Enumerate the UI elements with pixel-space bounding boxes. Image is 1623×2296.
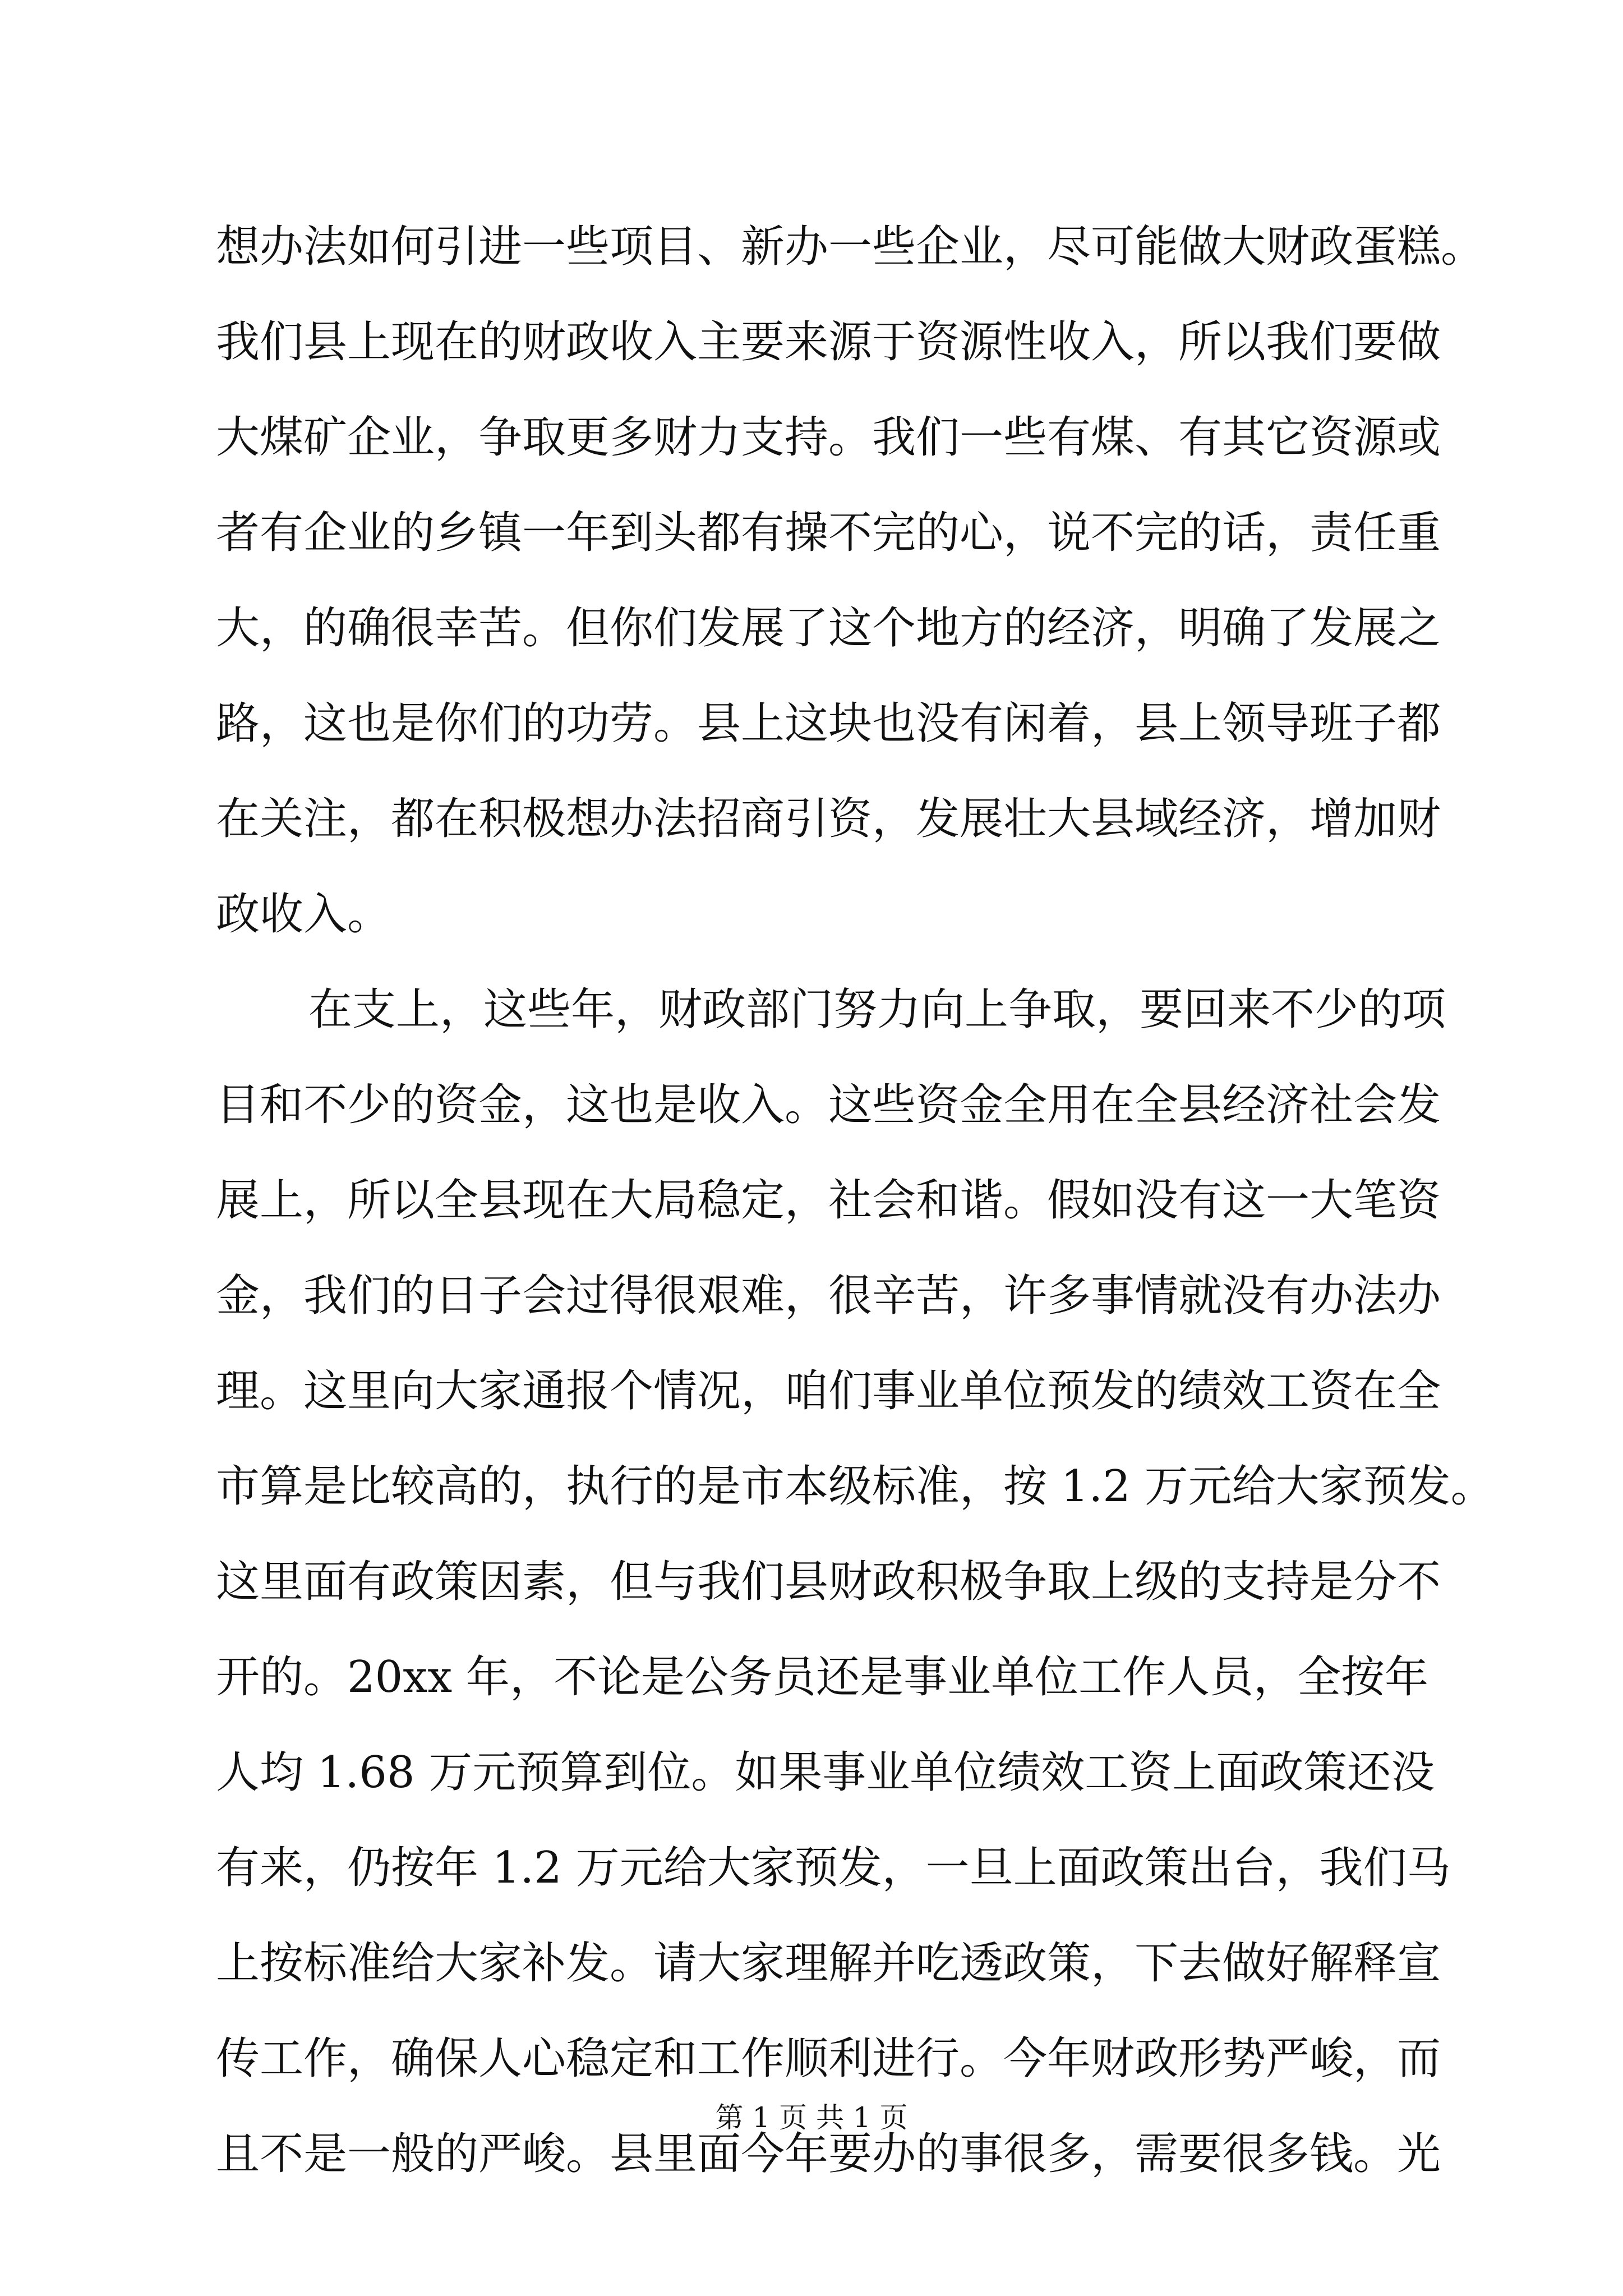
paragraph-2-line-11: 上按标准给大家补发。请大家理解并吃透政策，下去做好解释宣 bbox=[216, 1938, 1441, 1989]
page-number: 第 1 页 共 1 页 bbox=[715, 2101, 908, 2134]
paragraph-2-line-10: 有来，仍按年 1.2 万元给大家预发，一旦上面政策出台，我们马 bbox=[216, 1843, 1451, 1893]
paragraph-1-line-6: 路，这也是你们的功劳。县上这块也没有闲着，县上领导班子都 bbox=[216, 698, 1441, 749]
page-footer bbox=[0, 2098, 1623, 2137]
paragraph-1-line-5: 大，的确很幸苦。但你们发展了这个地方的经济，明确了发展之 bbox=[216, 603, 1441, 654]
paragraph-1-line-4: 者有企业的乡镇一年到头都有操不完的心，说不完的话，责任重 bbox=[216, 508, 1441, 558]
paragraph-1-line-2: 我们县上现在的财政收入主要来源于资源性收入，所以我们要做 bbox=[216, 317, 1441, 367]
document-body bbox=[216, 199, 1495, 2202]
paragraph-1-line-3: 大煤矿企业，争取更多财力支持。我们一些有煤、有其它资源或 bbox=[216, 412, 1441, 463]
paragraph-2-line-4: 金，我们的日子会过得很艰难，很辛苦，许多事情就没有办法办 bbox=[216, 1271, 1441, 1321]
paragraph-1-line-1: 想办法如何引进一些项目、新办一些企业，尽可能做大财政蛋糕。 bbox=[216, 222, 1485, 272]
paragraph-2-line-8: 开的。20xx 年，不论是公务员还是事业单位工作人员，全按年 bbox=[216, 1652, 1429, 1703]
paragraph-2-line-3: 展上，所以全县现在大局稳定，社会和谐。假如没有这一大笔资 bbox=[216, 1175, 1441, 1226]
paragraph-2-line-9: 人均 1.68 万元预算到位。如果事业单位绩效工资上面政策还没 bbox=[216, 1747, 1435, 1798]
paragraph-2-line-6: 市算是比较高的，执行的是市本级标准，按 1.2 万元给大家预发。 bbox=[216, 1461, 1495, 1512]
paragraph-2-line-1: 在支上，这些年，财政部门努力向上争取，要回来不少的项 bbox=[308, 984, 1446, 1035]
paragraph-1-line-8: 政收入。 bbox=[216, 889, 391, 940]
paragraph-2-line-13: 且不是一般的严峻。县里面今年要办的事很多，需要很多钱。光 bbox=[216, 2129, 1441, 2179]
paragraph-2-line-7: 这里面有政策因素，但与我们县财政积极争取上级的支持是分不 bbox=[216, 1557, 1441, 1607]
paragraph-1-line-7: 在关注，都在积极想办法招商引资，发展壮大县域经济，增加财 bbox=[216, 794, 1441, 844]
paragraph-2-line-2: 目和不少的资金，这也是收入。这些资金全用在全县经济社会发 bbox=[216, 1080, 1441, 1130]
paragraph-2-line-12: 传工作，确保人心稳定和工作顺利进行。今年财政形势严峻，而 bbox=[216, 2033, 1441, 2084]
paragraph-2-line-5: 理。这里向大家通报个情况，咱们事业单位预发的绩效工资在全 bbox=[216, 1366, 1441, 1416]
